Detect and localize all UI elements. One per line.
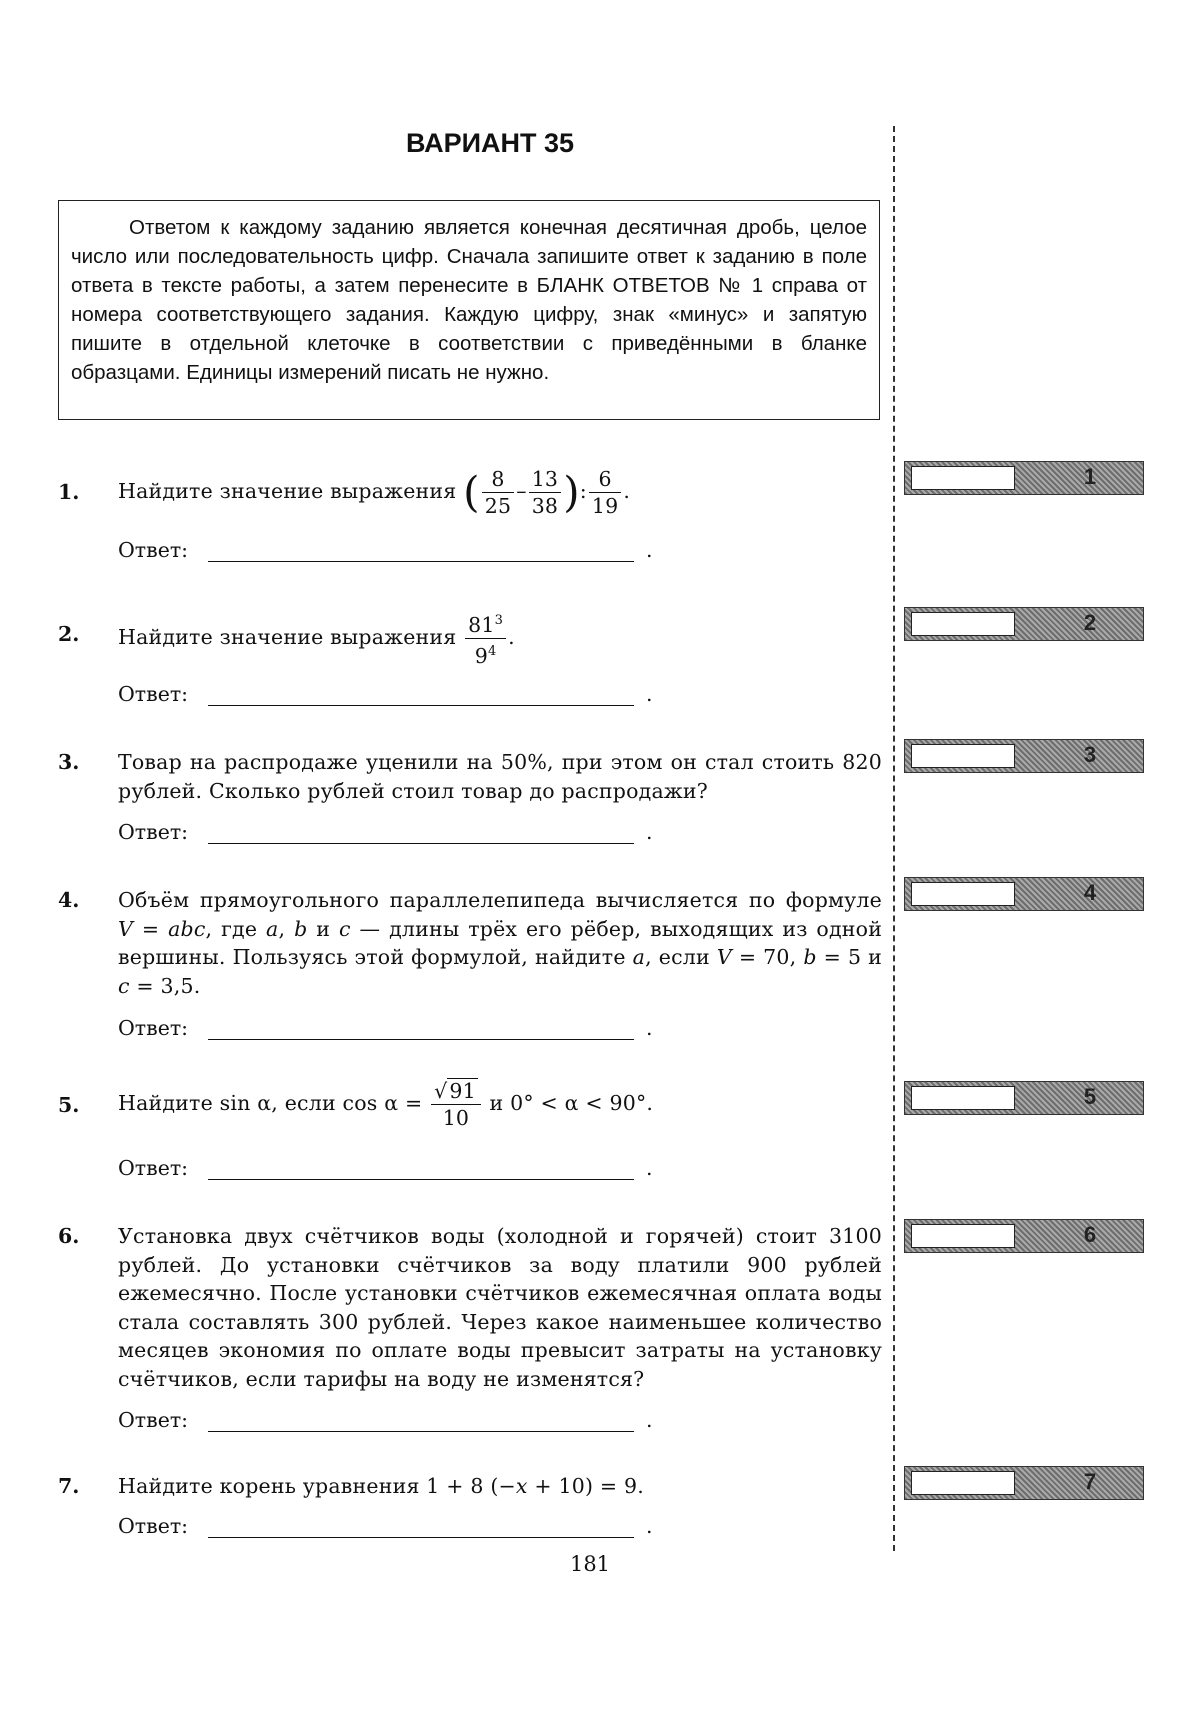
answer-end: .: [646, 1514, 653, 1538]
text-part: , где: [205, 916, 258, 941]
cos-alpha: cos α =: [342, 1091, 423, 1115]
answer-end: .: [646, 538, 653, 562]
fraction: [465, 608, 506, 669]
fraction-denominator: 25: [484, 494, 512, 518]
answer-box-4: [904, 877, 1144, 911]
answer-box-field[interactable]: [911, 612, 1015, 636]
cut-line: [893, 126, 895, 1551]
answer-row-2: [118, 682, 658, 710]
answer-box-number: 7: [1083, 1469, 1097, 1494]
answer-box-field[interactable]: [911, 744, 1015, 768]
answer-label: Ответ:: [118, 1514, 189, 1538]
var-c: c: [338, 916, 351, 941]
answer-box-field[interactable]: [911, 466, 1015, 490]
answer-line[interactable]: [208, 1537, 634, 1538]
fraction-denominator: 38: [531, 494, 559, 518]
answer-label: Ответ:: [118, 1156, 189, 1180]
task-number: 2.: [58, 622, 80, 646]
fraction-denominator: 10: [442, 1106, 470, 1130]
task-number: 4.: [58, 888, 80, 912]
task-text: Установка двух счётчиков воды (холодной и горячей) стоит 3100 рублей. До установки счётчиков за воду платили 900 рублей ежемесячно. После установки счётчиков ежемесячная оплата воды стала составлять 300 рублей. Через какое наименьшее количество месяцев экономия по оплате воды превысит затраты на установку счётчиков, если тарифы на воду не изменятся?: [118, 1224, 882, 1391]
text-part: и: [316, 916, 331, 941]
fraction: [529, 466, 562, 519]
fraction-denominator: [465, 639, 506, 669]
task-prefix: Найдите значение выражения: [118, 624, 457, 649]
fraction-numerator: 13: [529, 466, 562, 493]
answer-row-4: [118, 1016, 658, 1044]
var-c: c: [118, 973, 130, 998]
page-title: ВАРИАНТ 35: [405, 128, 575, 158]
page-number: 181: [569, 1552, 611, 1576]
answer-line[interactable]: [208, 705, 634, 706]
answer-row-5: [118, 1156, 658, 1184]
answer-box-6: [904, 1219, 1144, 1253]
text-part: + 10) = 9.: [534, 1474, 644, 1498]
answer-box-number: 3: [1083, 742, 1097, 767]
task-number: 1.: [58, 480, 80, 504]
task-5: [58, 1078, 882, 1140]
text-part: Найдите: [118, 1091, 213, 1115]
task-6: [58, 1222, 882, 1394]
task-3: [58, 748, 882, 806]
answer-box-1: [904, 461, 1144, 495]
paren-open: (: [463, 467, 480, 517]
minus-sign: –: [516, 479, 527, 503]
task-text: [118, 466, 882, 519]
answer-box-number: 1: [1083, 464, 1097, 489]
task-number: 5.: [58, 1093, 80, 1117]
task-end: .: [623, 479, 631, 503]
colon-sign: :: [579, 479, 587, 503]
fraction-numerator: 8: [482, 466, 515, 493]
answer-row-3: [118, 820, 658, 848]
task-text: [118, 1078, 882, 1131]
task-text: [118, 1472, 882, 1501]
answer-end: .: [646, 682, 653, 706]
task-text: Товар на распродаже уценили на 50%, при этом он стал стоить 820 рублей. Сколько рублей стоил товар до распродажи?: [118, 750, 882, 803]
answer-label: Ответ:: [118, 820, 189, 844]
text-part: = 5 и: [823, 945, 883, 969]
var-v: V: [716, 945, 732, 969]
answer-row-6: [118, 1408, 658, 1436]
answer-box-field[interactable]: [911, 1224, 1015, 1248]
answer-end: .: [646, 1408, 653, 1432]
answer-box-3: [904, 739, 1144, 773]
paren-close: ): [563, 467, 580, 517]
fraction-denominator: 19: [591, 494, 619, 518]
answer-end: .: [646, 1016, 653, 1040]
answer-box-number: 6: [1083, 1222, 1097, 1247]
answer-label: Ответ:: [118, 538, 189, 562]
answer-box-5: [904, 1081, 1144, 1115]
var-a: a: [632, 945, 646, 969]
answer-line[interactable]: [208, 843, 634, 844]
answer-line[interactable]: [208, 1039, 634, 1040]
fraction-numerator: [431, 1078, 481, 1105]
task-7: [58, 1472, 882, 1502]
instructions-box: Ответом к каждому заданию является конечная десятичная дробь, целое число или последовательность цифр. Сначала запишите ответ к заданию в поле ответа в тексте работы, а затем перенесите в БЛАНК ОТВЕТОВ № 1 справа от номера соответствующего задания. Каждую цифру, знак «минус» и запятую пишите в отдельной клеточке в соответствии с приведёнными в бланке образцами. Единицы измерений писать не нужно.: [58, 200, 880, 420]
task-text: [118, 608, 882, 669]
var-b: b: [803, 945, 817, 969]
numerator-base: 81: [468, 612, 495, 637]
text-part: = 70,: [738, 945, 797, 969]
answer-line[interactable]: [208, 1179, 634, 1180]
answer-label: Ответ:: [118, 682, 189, 706]
fraction: [589, 466, 622, 519]
sin-alpha: sin α: [219, 1091, 272, 1115]
var-a: a: [266, 916, 279, 941]
var-x: x: [515, 1474, 528, 1498]
answer-box-field[interactable]: [911, 882, 1015, 906]
text-part: — длины трёх его рёбер, выходящих из одной вершины. Пользуясь этой формулой, найдите: [118, 916, 883, 969]
fraction-numerator: [465, 608, 506, 639]
answer-line[interactable]: [208, 561, 634, 562]
answer-row-7: [118, 1514, 658, 1542]
task-4: [58, 886, 882, 1002]
denominator-exponent: 4: [488, 643, 497, 659]
formula: V = abc: [118, 916, 206, 941]
answer-box-7: [904, 1466, 1144, 1500]
text-part: , если: [645, 945, 710, 969]
task-end: .: [508, 624, 515, 649]
fraction-numerator: 6: [589, 466, 622, 493]
answer-box-number: 5: [1083, 1084, 1097, 1109]
var-b: b: [294, 916, 308, 941]
answer-box-number: 4: [1083, 880, 1097, 905]
task-1: [58, 466, 882, 526]
text-part: , если: [271, 1091, 336, 1115]
text-part: ,: [278, 916, 286, 941]
answer-box-2: [904, 607, 1144, 641]
task-text: [118, 886, 882, 1000]
radicand: 91: [449, 1079, 476, 1103]
text-part: Объём прямоугольного параллелепипеда вычисляется по формуле: [118, 888, 882, 912]
answer-label: Ответ:: [118, 1408, 189, 1432]
task-prefix: Найдите значение выражения: [118, 479, 457, 503]
fraction: [431, 1078, 481, 1131]
answer-box-number: 2: [1083, 610, 1097, 635]
task-number: 3.: [58, 750, 80, 774]
task-number: 7.: [58, 1474, 80, 1498]
answer-label: Ответ:: [118, 1016, 189, 1040]
answer-row-1: [118, 538, 658, 566]
task-number: 6.: [58, 1224, 80, 1248]
denominator-base: 9: [474, 643, 489, 668]
sqrt-icon: √: [434, 1079, 448, 1103]
text-part: = 3,5.: [136, 973, 201, 998]
answer-box-field[interactable]: [911, 1086, 1015, 1110]
answer-box-field[interactable]: [911, 1471, 1015, 1495]
answer-end: .: [646, 1156, 653, 1180]
answer-end: .: [646, 820, 653, 844]
text-part: Найдите корень уравнения 1 + 8 (−: [118, 1474, 516, 1498]
answer-line[interactable]: [208, 1431, 634, 1432]
text-part: и 0° < α < 90°.: [489, 1091, 654, 1115]
numerator-exponent: 3: [494, 613, 504, 628]
task-2: [58, 608, 882, 668]
fraction: [482, 466, 515, 519]
